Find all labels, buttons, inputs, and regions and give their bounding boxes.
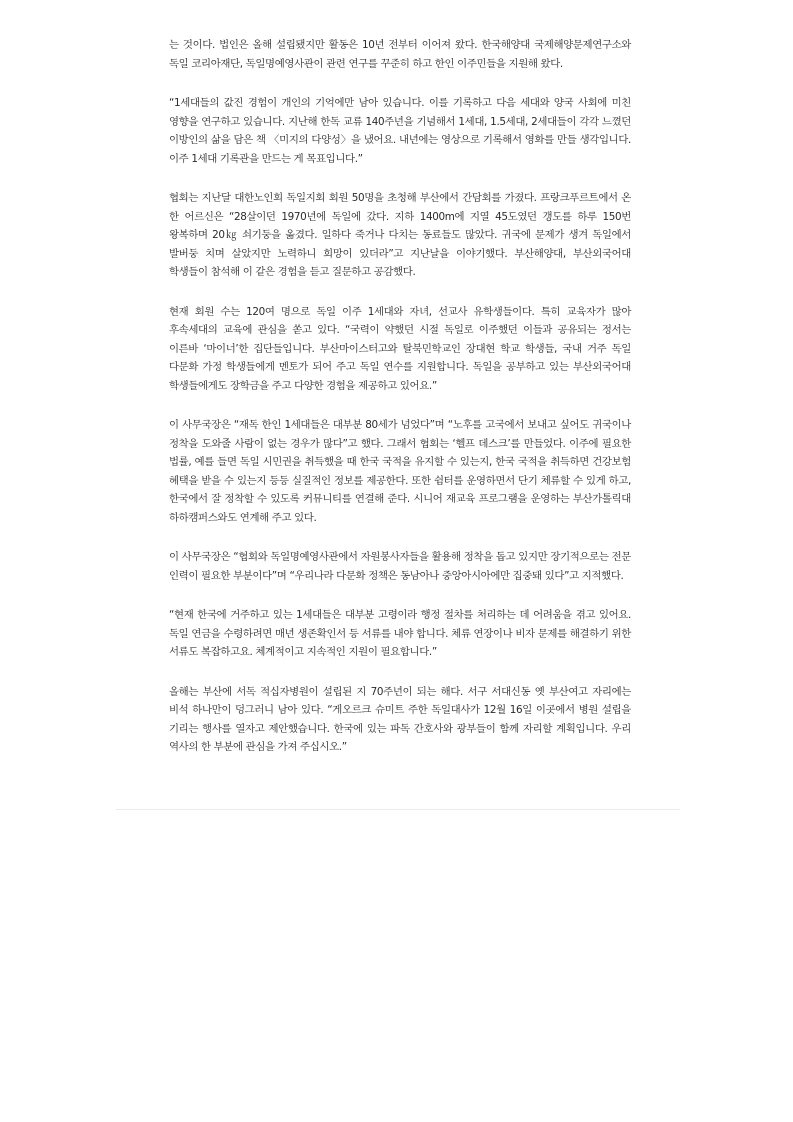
article-paragraph-5: 이 사무국장은 “재독 한인 1세대들은 대부분 80세가 넘었다”며 “노후를 고국에서 보내고 싶어도 귀국이나 정착을 도와줄 사람이 없는 경우가 많다”고 했다. 그래서 협회는 ‘헬프 데스크’를 만들었다. 이주에 필요한 법률, 예를 들면 독일 시민권을 취득했을 때 한국 국적을 유지할 수 있는지, 한국 국적을 취득하면 건강보험 혜택을 받을 수 있는지 등등 실질적인 정보를 제공한다. 또한 쉼터를 운영하면서 단기 체류할 수 있게 하고, 한국에서 잘 정착할 수 있도록 커뮤니티를 연결해 준다. 시니어 재교육 프로그램을 운영하는 부산가톨릭대 하하캠퍼스와도 연계해 주고 있다. — [169, 419, 631, 524]
article-paragraph-2: “1세대들의 값진 경험이 개인의 기억에만 남아 있습니다. 이를 기록하고 다음 세대와 양국 사회에 미친 영향을 연구하고 있습니다. 지난해 한독 교류 140주년을 기념해서 1세대, 1.5세대, 2세대들이 각각 느꼈던 이방인의 삶을 담은 책 〈미지의 다양성〉을 냈어요. 내년에는 영상으로 기록해서 영화를 만들 생각입니다. 이주 1세대 기록관을 만드는 게 목표입니다.” — [169, 97, 631, 165]
article-paragraph-4: 현재 회원 수는 120여 명으로 독일 이주 1세대와 자녀, 선교사 유학생들이다. 특히 교육자가 많아 후속세대의 교육에 관심을 쏟고 있다. “국력이 약했던 시절 독일로 이주했던 이들과 공유되는 정서는 이른바 ‘마이너’한 집단들입니다. 부산마이스터고와 탈북민학교인 장대현 학교 학생들, 국내 거주 독일 다문화 가정 학생들에게 멘토가 되어 주고 독일 연수를 지원합니다. 독일을 공부하고 있는 부산외국어대 학생들에게도 장학금을 주고 다양한 경험을 제공하고 있어요.” — [169, 305, 631, 392]
article-body — [169, 36, 631, 778]
article-paragraph-8: 올해는 부산에 서독 적십자병원이 설립된 지 70주년이 되는 해다. 서구 서대신동 옛 부산여고 자리에는 비석 하나만이 덩그러니 남아 있다. “게오르크 슈미트 주한 독일대사가 12월 16일 이곳에서 병원 설립을 기리는 행사를 열자고 제안했습니다. 한국에 있는 파독 간호사와 광부들이 함께 자리할 계획입니다. 우리 역사의 한 부분에 관심을 가져 주십시오.” — [169, 685, 631, 753]
article-paragraph-6: 이 사무국장은 “협회와 독일명예영사관에서 자원봉사자들을 활용해 정착을 돕고 있지만 장기적으로는 전문 인력이 필요한 부분이다”며 “우리나라 다문화 정책은 동남아나 중앙아시아에만 집중돼 있다”고 지적했다. — [169, 551, 631, 582]
footer-divider — [116, 809, 680, 810]
article-paragraph-7: “현재 한국에 거주하고 있는 1세대들은 대부분 고령이라 행정 절차를 처리하는 데 어려움을 겪고 있어요. 독일 연금을 수령하려면 매년 생존확인서 등 서류를 내야 합니다. 체류 연장이나 비자 문제를 해결하기 위한 서류도 복잡하고요. 체계적이고 지속적인 지원이 필요합니다.” — [169, 609, 631, 658]
article-paragraph-1: 는 것이다. 법인은 올해 설립됐지만 활동은 10년 전부터 이어져 왔다. 한국해양대 국제해양문제연구소와 독일 코리아재단, 독일명예영사관이 관련 연구를 꾸준히 하고 한인 이주민들을 지원해 왔다. — [169, 39, 631, 70]
article-paragraph-3: 협회는 지난달 대한노인회 독일지회 회원 50명을 초청해 부산에서 간담회를 가졌다. 프랑크푸르트에서 온 한 어르신은 “28살이던 1970년에 독일에 갔다. 지하 1400m에 지열 45도였던 갱도를 하루 150번 왕복하며 20㎏ 쇠기둥을 옮겼다. 일하다 죽거나 다치는 동료들도 많았다. 귀국에 문제가 생겨 독일에서 발버둥 치며 살았지만 노력하니 희망이 있더라”고 지난날을 이야기했다. 부산해양대, 부산외국어대 학생들이 참석해 이 같은 경험을 듣고 질문하고 공감했다. — [169, 192, 631, 278]
